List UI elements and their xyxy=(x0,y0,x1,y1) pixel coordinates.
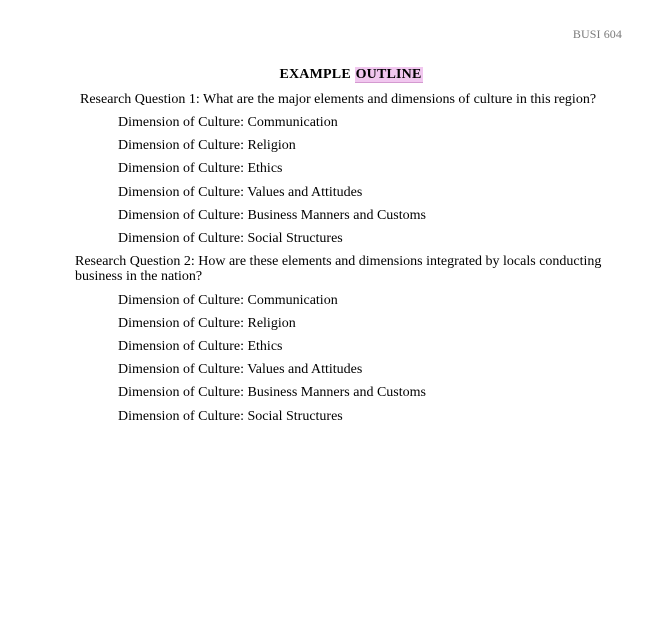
dimension-item: Dimension of Culture: Business Manners and Customs xyxy=(118,385,426,400)
course-code: BUSI 604 xyxy=(572,27,622,41)
title-word-example: EXAMPLE xyxy=(279,67,351,82)
dimension-item: Dimension of Culture: Communication xyxy=(118,293,338,308)
dimension-item: Dimension of Culture: Ethics xyxy=(118,161,283,176)
dimension-item: Dimension of Culture: Social Structures xyxy=(118,409,343,424)
research-question-2: Research Question 2: How are these elements and dimensions integrated by locals conducting business in the nation? xyxy=(75,254,602,284)
dimension-item: Dimension of Culture: Business Manners and Customs xyxy=(118,208,426,223)
title-word-outline-highlighted: OUTLINE xyxy=(355,67,422,82)
outline-title xyxy=(0,67,655,83)
dimension-item: Dimension of Culture: Religion xyxy=(118,316,296,331)
research-question-1: Research Question 1: What are the major elements and dimensions of culture in this region? xyxy=(80,92,597,107)
dimension-item: Dimension of Culture: Values and Attitudes xyxy=(118,362,363,377)
dimension-item: Dimension of Culture: Social Structures xyxy=(118,231,343,246)
dimension-item: Dimension of Culture: Communication xyxy=(118,115,338,130)
dimension-item: Dimension of Culture: Religion xyxy=(118,138,296,153)
dimension-item: Dimension of Culture: Values and Attitudes xyxy=(118,185,363,200)
dimension-item: Dimension of Culture: Ethics xyxy=(118,339,283,354)
